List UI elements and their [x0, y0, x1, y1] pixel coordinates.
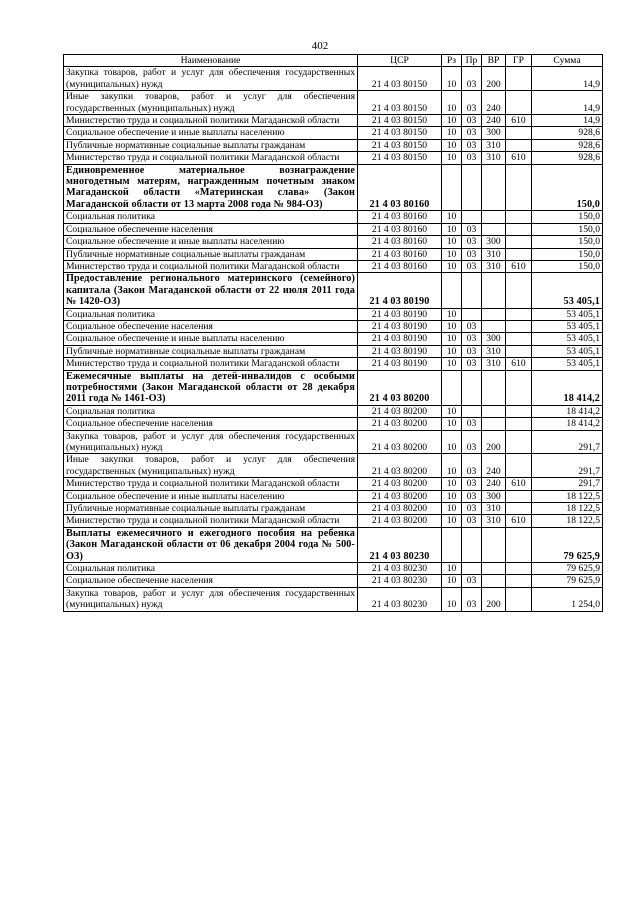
cell-gr: 610 — [506, 515, 532, 527]
cell-sum: 18 414,2 — [532, 370, 603, 405]
cell-pr — [462, 273, 482, 308]
table-row — [64, 260, 603, 272]
cell-name: Социальное обеспечение населения — [64, 418, 358, 430]
table-row — [64, 370, 603, 405]
cell-csr: 21 4 03 80200 — [358, 405, 442, 417]
cell-rz: 10 — [442, 248, 462, 260]
cell-pr: 03 — [462, 515, 482, 527]
cell-pr — [462, 405, 482, 417]
cell-gr — [506, 490, 532, 502]
cell-pr: 03 — [462, 236, 482, 248]
cell-name: Социальная политика — [64, 563, 358, 575]
cell-gr — [506, 236, 532, 248]
table-row — [64, 478, 603, 490]
cell-csr: 21 4 03 80190 — [358, 333, 442, 345]
cell-vr — [482, 273, 506, 308]
cell-pr: 03 — [462, 478, 482, 490]
header-csr: ЦСР — [358, 55, 442, 67]
cell-vr — [482, 223, 506, 235]
cell-rz: 10 — [442, 418, 462, 430]
cell-csr: 21 4 03 80160 — [358, 223, 442, 235]
header-vr: ВР — [482, 55, 506, 67]
cell-pr: 03 — [462, 320, 482, 332]
table-row — [64, 563, 603, 575]
cell-pr: 03 — [462, 333, 482, 345]
cell-gr — [506, 418, 532, 430]
cell-vr: 240 — [482, 478, 506, 490]
cell-name: Социальное обеспечение населения — [64, 223, 358, 235]
cell-pr: 03 — [462, 430, 482, 454]
cell-gr — [506, 248, 532, 260]
cell-name: Выплаты ежемесячного и ежегодного пособия на ребенка (Закон Магаданской области от 06 декабря 2004 года № 500-ОЗ) — [64, 527, 358, 562]
cell-csr: 21 4 03 80190 — [358, 308, 442, 320]
cell-sum: 291,7 — [532, 478, 603, 490]
cell-sum: 18 414,2 — [532, 405, 603, 417]
table-row — [64, 139, 603, 151]
cell-rz: 10 — [442, 587, 462, 611]
cell-pr: 03 — [462, 418, 482, 430]
cell-gr — [506, 405, 532, 417]
cell-name: Ежемесячные выплаты на детей-инвалидов с особыми потребностями (Закон Магаданской области от 28 декабря 2011 года № 1461-ОЗ) — [64, 370, 358, 405]
cell-csr: 21 4 03 80200 — [358, 430, 442, 454]
cell-gr — [506, 223, 532, 235]
cell-csr: 21 4 03 80150 — [358, 139, 442, 151]
cell-name: Социальное обеспечение и иные выплаты населению — [64, 127, 358, 139]
cell-rz — [442, 370, 462, 405]
cell-name: Социальное обеспечение и иные выплаты населению — [64, 333, 358, 345]
cell-sum: 150,0 — [532, 223, 603, 235]
cell-pr — [462, 211, 482, 223]
cell-sum: 18 122,5 — [532, 503, 603, 515]
cell-pr — [462, 527, 482, 562]
cell-name: Министерство труда и социальной политики Магаданской области — [64, 115, 358, 127]
cell-name: Министерство труда и социальной политики Магаданской области — [64, 152, 358, 164]
table-row — [64, 67, 603, 91]
table-row — [64, 152, 603, 164]
table-row — [64, 248, 603, 260]
cell-gr: 610 — [506, 152, 532, 164]
cell-name: Публичные нормативные социальные выплаты гражданам — [64, 503, 358, 515]
cell-gr: 610 — [506, 115, 532, 127]
cell-gr — [506, 164, 532, 211]
table-header-row — [64, 55, 603, 67]
header-sum: Сумма — [532, 55, 603, 67]
cell-vr — [482, 575, 506, 587]
cell-csr: 21 4 03 80150 — [358, 67, 442, 91]
cell-name: Социальное обеспечение и иные выплаты населению — [64, 490, 358, 502]
cell-sum: 150,0 — [532, 236, 603, 248]
header-rz: Рз — [442, 55, 462, 67]
cell-rz: 10 — [442, 320, 462, 332]
cell-rz — [442, 527, 462, 562]
cell-vr: 310 — [482, 345, 506, 357]
cell-name: Публичные нормативные социальные выплаты гражданам — [64, 139, 358, 151]
cell-rz: 10 — [442, 515, 462, 527]
cell-vr: 310 — [482, 515, 506, 527]
cell-vr: 240 — [482, 454, 506, 478]
cell-csr: 21 4 03 80150 — [358, 91, 442, 115]
cell-rz: 10 — [442, 308, 462, 320]
cell-csr: 21 4 03 80200 — [358, 490, 442, 502]
table-row — [64, 503, 603, 515]
cell-sum: 79 625,9 — [532, 563, 603, 575]
table-row — [64, 587, 603, 611]
cell-pr — [462, 164, 482, 211]
cell-pr: 03 — [462, 127, 482, 139]
cell-rz: 10 — [442, 333, 462, 345]
cell-vr — [482, 211, 506, 223]
cell-vr: 200 — [482, 430, 506, 454]
cell-rz: 10 — [442, 345, 462, 357]
cell-rz: 10 — [442, 67, 462, 91]
page-number: 402 — [311, 40, 329, 52]
cell-gr — [506, 91, 532, 115]
cell-name: Социальное обеспечение населения — [64, 320, 358, 332]
cell-csr: 21 4 03 80160 — [358, 236, 442, 248]
table-row — [64, 333, 603, 345]
table-row — [64, 345, 603, 357]
table-row — [64, 418, 603, 430]
cell-rz: 10 — [442, 223, 462, 235]
cell-sum: 1 254,0 — [532, 587, 603, 611]
cell-vr — [482, 320, 506, 332]
cell-gr — [506, 575, 532, 587]
cell-sum: 53 405,1 — [532, 308, 603, 320]
cell-csr: 21 4 03 80200 — [358, 454, 442, 478]
cell-rz: 10 — [442, 358, 462, 370]
cell-rz: 10 — [442, 115, 462, 127]
cell-pr: 03 — [462, 115, 482, 127]
cell-vr: 300 — [482, 333, 506, 345]
table-row — [64, 358, 603, 370]
cell-csr: 21 4 03 80200 — [358, 478, 442, 490]
cell-name: Министерство труда и социальной политики Магаданской области — [64, 478, 358, 490]
cell-vr: 300 — [482, 490, 506, 502]
cell-sum: 14,9 — [532, 115, 603, 127]
cell-rz: 10 — [442, 211, 462, 223]
cell-rz — [442, 273, 462, 308]
cell-name: Социальное обеспечение и иные выплаты населению — [64, 236, 358, 248]
table-row — [64, 223, 603, 235]
cell-name: Публичные нормативные социальные выплаты гражданам — [64, 248, 358, 260]
table-row — [64, 430, 603, 454]
cell-pr — [462, 370, 482, 405]
table-row — [64, 405, 603, 417]
cell-pr: 03 — [462, 454, 482, 478]
cell-name: Закупка товаров, работ и услуг для обеспечения государственных (муниципальных) нужд — [64, 430, 358, 454]
cell-sum: 79 625,9 — [532, 575, 603, 587]
cell-pr: 03 — [462, 345, 482, 357]
cell-sum: 18 122,5 — [532, 490, 603, 502]
cell-sum: 14,9 — [532, 91, 603, 115]
cell-sum: 150,0 — [532, 211, 603, 223]
cell-csr: 21 4 03 80150 — [358, 115, 442, 127]
cell-vr — [482, 418, 506, 430]
cell-rz: 10 — [442, 454, 462, 478]
cell-csr: 21 4 03 80230 — [358, 527, 442, 562]
cell-name: Социальная политика — [64, 405, 358, 417]
cell-vr: 310 — [482, 248, 506, 260]
cell-gr — [506, 273, 532, 308]
cell-gr — [506, 430, 532, 454]
cell-pr: 03 — [462, 575, 482, 587]
cell-sum: 150,0 — [532, 164, 603, 211]
cell-name: Публичные нормативные социальные выплаты гражданам — [64, 345, 358, 357]
cell-rz — [442, 164, 462, 211]
cell-sum: 53 405,1 — [532, 320, 603, 332]
cell-pr: 03 — [462, 490, 482, 502]
table-row — [64, 515, 603, 527]
cell-csr: 21 4 03 80150 — [358, 127, 442, 139]
table-row — [64, 115, 603, 127]
cell-rz: 10 — [442, 563, 462, 575]
table-row — [64, 454, 603, 478]
cell-vr: 310 — [482, 139, 506, 151]
cell-vr: 310 — [482, 152, 506, 164]
cell-csr: 21 4 03 80150 — [358, 152, 442, 164]
table-row — [64, 527, 603, 562]
cell-rz: 10 — [442, 478, 462, 490]
cell-gr — [506, 211, 532, 223]
cell-pr: 03 — [462, 260, 482, 272]
cell-pr: 03 — [462, 358, 482, 370]
cell-name: Иные закупки товаров, работ и услуг для обеспечения государственных (муниципальных) нужд — [64, 454, 358, 478]
header-gr: ГР — [506, 55, 532, 67]
cell-csr: 21 4 03 80160 — [358, 260, 442, 272]
cell-rz: 10 — [442, 236, 462, 248]
cell-name: Единовременное материальное вознаграждение многодетным матерям, награжденным почетным знаком Магаданской области «Материнская слава» (Закон Магаданской области от 13 марта 2008 года № 984-ОЗ) — [64, 164, 358, 211]
cell-csr: 21 4 03 80230 — [358, 575, 442, 587]
cell-pr: 03 — [462, 248, 482, 260]
cell-csr: 21 4 03 80200 — [358, 370, 442, 405]
table-row — [64, 236, 603, 248]
cell-pr: 03 — [462, 223, 482, 235]
cell-vr: 240 — [482, 115, 506, 127]
cell-pr — [462, 563, 482, 575]
cell-pr — [462, 308, 482, 320]
cell-name: Предоставление регионального материнского (семейного) капитала (Закон Магаданской области от 22 июля 2011 года № 1420-ОЗ) — [64, 273, 358, 308]
cell-rz: 10 — [442, 260, 462, 272]
cell-sum: 18 414,2 — [532, 418, 603, 430]
cell-rz: 10 — [442, 503, 462, 515]
cell-rz: 10 — [442, 430, 462, 454]
cell-pr: 03 — [462, 91, 482, 115]
cell-gr — [506, 67, 532, 91]
cell-name: Министерство труда и социальной политики Магаданской области — [64, 260, 358, 272]
cell-gr — [506, 454, 532, 478]
cell-gr — [506, 333, 532, 345]
cell-name: Министерство труда и социальной политики Магаданской области — [64, 515, 358, 527]
table-row — [64, 575, 603, 587]
cell-gr — [506, 127, 532, 139]
cell-rz: 10 — [442, 152, 462, 164]
cell-name: Закупка товаров, работ и услуг для обеспечения государственных (муниципальных) нужд — [64, 67, 358, 91]
cell-csr: 21 4 03 80230 — [358, 563, 442, 575]
cell-csr: 21 4 03 80160 — [358, 164, 442, 211]
cell-sum: 53 405,1 — [532, 333, 603, 345]
cell-gr — [506, 527, 532, 562]
cell-gr — [506, 139, 532, 151]
cell-vr — [482, 164, 506, 211]
header-pr: Пр — [462, 55, 482, 67]
cell-sum: 53 405,1 — [532, 358, 603, 370]
budget-table — [63, 54, 603, 612]
cell-name: Иные закупки товаров, работ и услуг для обеспечения государственных (муниципальных) нужд — [64, 91, 358, 115]
cell-vr: 310 — [482, 358, 506, 370]
table-row — [64, 273, 603, 308]
cell-csr: 21 4 03 80200 — [358, 503, 442, 515]
table-row — [64, 490, 603, 502]
cell-sum: 291,7 — [532, 430, 603, 454]
cell-sum: 928,6 — [532, 139, 603, 151]
cell-vr: 200 — [482, 67, 506, 91]
cell-pr: 03 — [462, 152, 482, 164]
cell-sum: 14,9 — [532, 67, 603, 91]
cell-vr: 310 — [482, 260, 506, 272]
cell-name: Социальная политика — [64, 308, 358, 320]
cell-sum: 150,0 — [532, 260, 603, 272]
table-row — [64, 320, 603, 332]
cell-vr: 200 — [482, 587, 506, 611]
cell-gr — [506, 587, 532, 611]
cell-gr — [506, 503, 532, 515]
cell-pr: 03 — [462, 503, 482, 515]
cell-pr: 03 — [462, 587, 482, 611]
cell-gr: 610 — [506, 358, 532, 370]
cell-sum: 53 405,1 — [532, 345, 603, 357]
cell-gr: 610 — [506, 260, 532, 272]
cell-rz: 10 — [442, 91, 462, 115]
cell-gr — [506, 345, 532, 357]
table-body — [64, 67, 603, 611]
cell-csr: 21 4 03 80200 — [358, 515, 442, 527]
cell-name: Социальное обеспечение населения — [64, 575, 358, 587]
cell-sum: 291,7 — [532, 454, 603, 478]
table-row — [64, 308, 603, 320]
cell-csr: 21 4 03 80200 — [358, 418, 442, 430]
cell-pr: 03 — [462, 139, 482, 151]
table-row — [64, 91, 603, 115]
cell-vr — [482, 527, 506, 562]
cell-csr: 21 4 03 80190 — [358, 320, 442, 332]
cell-vr — [482, 370, 506, 405]
table-row — [64, 164, 603, 211]
cell-rz: 10 — [442, 490, 462, 502]
cell-csr: 21 4 03 80190 — [358, 273, 442, 308]
cell-csr: 21 4 03 80190 — [358, 358, 442, 370]
cell-sum: 79 625,9 — [532, 527, 603, 562]
cell-csr: 21 4 03 80160 — [358, 211, 442, 223]
cell-name: Социальная политика — [64, 211, 358, 223]
cell-rz: 10 — [442, 575, 462, 587]
cell-vr: 310 — [482, 503, 506, 515]
table-row — [64, 127, 603, 139]
cell-gr: 610 — [506, 478, 532, 490]
cell-sum: 18 122,5 — [532, 515, 603, 527]
cell-vr: 300 — [482, 127, 506, 139]
cell-rz: 10 — [442, 139, 462, 151]
cell-gr — [506, 308, 532, 320]
cell-csr: 21 4 03 80160 — [358, 248, 442, 260]
cell-rz: 10 — [442, 405, 462, 417]
cell-rz: 10 — [442, 127, 462, 139]
cell-pr: 03 — [462, 67, 482, 91]
cell-name: Закупка товаров, работ и услуг для обеспечения государственных (муниципальных) нужд — [64, 587, 358, 611]
cell-gr — [506, 370, 532, 405]
cell-sum: 53 405,1 — [532, 273, 603, 308]
cell-gr — [506, 563, 532, 575]
cell-sum: 928,6 — [532, 127, 603, 139]
cell-name: Министерство труда и социальной политики Магаданской области — [64, 358, 358, 370]
cell-gr — [506, 320, 532, 332]
cell-sum: 150,0 — [532, 248, 603, 260]
cell-csr: 21 4 03 80230 — [358, 587, 442, 611]
table-row — [64, 211, 603, 223]
cell-vr — [482, 308, 506, 320]
cell-vr — [482, 563, 506, 575]
cell-vr — [482, 405, 506, 417]
cell-vr: 240 — [482, 91, 506, 115]
cell-sum: 928,6 — [532, 152, 603, 164]
cell-csr: 21 4 03 80190 — [358, 345, 442, 357]
cell-vr: 300 — [482, 236, 506, 248]
header-name: Наименование — [64, 55, 358, 67]
